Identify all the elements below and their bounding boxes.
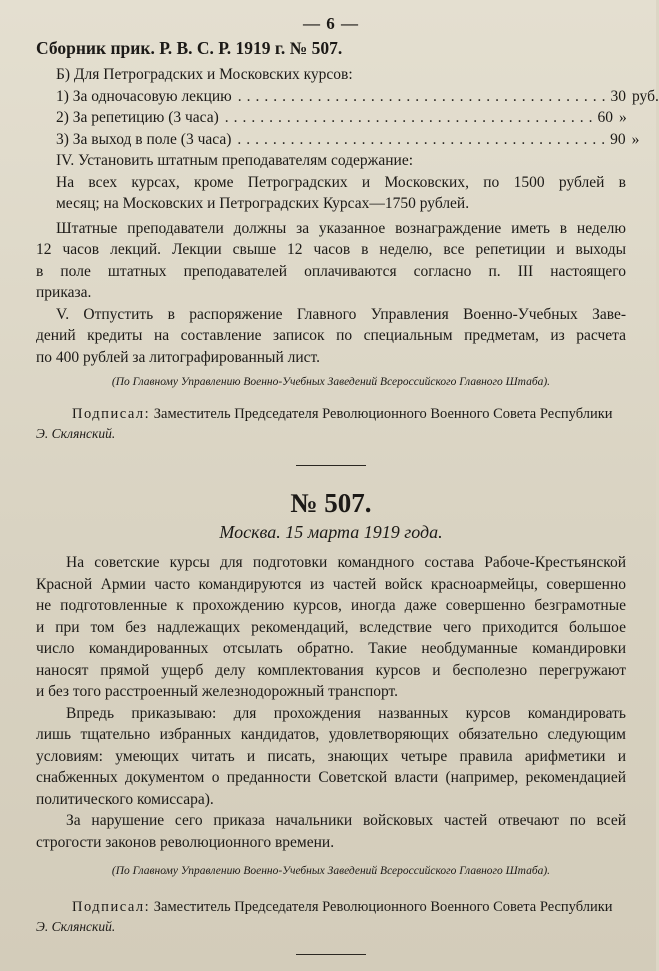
text-line: 12 часов лекций. Лекции свыше 12 часов в неделю, все репетиции и выходы [36, 241, 626, 258]
section-divider [296, 465, 366, 466]
fee-label: 1) За одночасовую лекцию [56, 87, 232, 105]
end-divider [296, 954, 366, 955]
order-number: № 507. [290, 488, 372, 518]
signer-name: Э. Склянский. [36, 919, 116, 934]
fee-unit: » [631, 130, 640, 148]
signer-title: Заместитель Председателя Революционного Военного Совета Республики [153, 406, 613, 422]
text-line: и при том без надлежащих рекомендаций, вследствие чего приходится большое [36, 618, 626, 636]
fee-row [56, 86, 659, 108]
fee-value: 90 [610, 130, 626, 148]
signed-label: Подписал: [72, 406, 151, 422]
text-line: Штатные преподаватели должны за указанное вознаграждение иметь в неделю [56, 219, 626, 237]
source-note: (По Главному Управлению Военно-Учебных Заведений Всероссийского Главного Штаба). [111, 865, 551, 877]
collection-header: Сборник прик. Р. В. С. Р. 1919 г. № 507. [36, 38, 343, 58]
order-paragraph-1 [36, 552, 626, 703]
text-line: политического комиссара). [36, 790, 214, 808]
order-paragraph-2 [36, 703, 626, 811]
fee-value: 60 [597, 109, 614, 126]
text-line: дений кредиты на составление записок по специальным предметам, из расчета [36, 327, 626, 344]
page-number: — 6 — [303, 14, 359, 33]
text-line: лишь тщательно избранных кандидатов, удовлетворяющих обязательно следующим [36, 726, 626, 743]
staff-paragraph [36, 218, 626, 304]
text-line: не подготовленные к прохождению курсов, иногда даже совершенно безграмотные [36, 597, 626, 614]
section-iv-body [36, 172, 626, 215]
text-line: наносят прямой ущерб делу комплектования курсов и бесполезно перегружают [36, 661, 626, 679]
fee-row [56, 129, 640, 151]
text-line: число командированных отсылать обратно. Такие необдуманные командировки [36, 640, 626, 657]
signature-block [36, 404, 626, 424]
text-line: На советские курсы для подготовки командного состава Рабоче-Крестьянской [66, 554, 626, 571]
order-paragraph-3 [36, 810, 626, 853]
text-line: приказа. [36, 284, 92, 301]
fee-unit: » [619, 109, 627, 126]
leader-dots: .......................................... [224, 109, 598, 126]
section-b [36, 64, 659, 172]
text-line: снабженных документом о преданности Советской власти (например, рекомендацией [36, 769, 626, 786]
text-line: На всех курсах, кроме Петроградских и Московских, по 1500 рублей в [56, 173, 626, 191]
fee-label: 2) За репетицию (3 часа) [56, 109, 219, 126]
section-v [36, 304, 626, 369]
section-iv-title: IV. Установить штатным преподавателям содержание: [56, 152, 414, 169]
order-date: Москва. 15 марта 1919 года. [219, 522, 443, 542]
text-line: по 400 рублей за литографированный лист. [36, 348, 321, 366]
text-line: и без того расстроенный железнодорожный транспорт. [36, 683, 399, 700]
leader-dots: .......................................... [237, 87, 611, 105]
fee-unit: руб. [632, 87, 659, 105]
text-line: V. Отпустить в распоряжение Главного Управления Военно-Учебных Заве- [56, 305, 626, 323]
fee-value: 30 [610, 87, 627, 105]
signed-label: Подписал: [72, 899, 151, 915]
source-note: (По Главному Управлению Военно-Учебных Заведений Всероссийского Главного Штаба). [111, 376, 551, 388]
text-line: в поле штатных преподавателей оплачиваются согласно п. III настоящего [36, 262, 626, 280]
signature-block [36, 897, 626, 917]
text-line: условиям: умеющих читать и писать, знающих четыре правила арифметики и [36, 747, 626, 765]
text-line: месяц; на Московских и Петроградских Курсах—1750 рублей. [56, 195, 470, 212]
section-b-title: Б) Для Петроградских и Московских курсов: [56, 66, 353, 83]
signer-title: Заместитель Председателя Революционного Военного Совета Республики [153, 899, 613, 915]
leader-dots: .......................................... [237, 130, 611, 148]
text-line: строгости законов революционного времени. [36, 833, 335, 851]
fee-row [56, 107, 626, 129]
fee-label: 3) За выход в поле (3 часа) [56, 130, 232, 148]
text-line: За нарушение сего приказа начальники войсковых частей отвечают по всей [66, 812, 626, 829]
text-line: Красной Армии часто командируются из частей войск красноармейцы, совершенно [36, 575, 626, 593]
text-line: Впредь приказываю: для прохождения названных курсов командировать [66, 704, 626, 722]
signer-name: Э. Склянский. [36, 426, 116, 441]
